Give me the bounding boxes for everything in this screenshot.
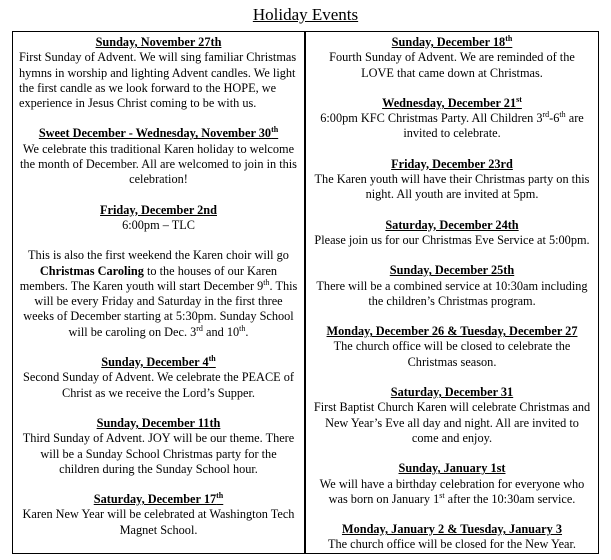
event-description: We celebrate this traditional Karen holiday to welcome the month of December. All are welcomed to join in this celebration!	[20, 141, 297, 187]
event-heading: Sunday, December 18th	[391, 33, 513, 49]
event-dec-31	[312, 385, 592, 446]
right-column	[305, 31, 599, 554]
event-description: Third Sunday of Advent. JOY will be our theme. There will be a Sunday School Christmas party for the children during the Sunday School hour.	[22, 431, 295, 476]
event-jan-1	[312, 461, 592, 507]
event-dec-21	[312, 96, 592, 142]
event-dec-2	[19, 203, 298, 234]
event-description: Please join us for our Christmas Eve Service at 5:00pm.	[314, 232, 590, 247]
event-heading: Wednesday, December 21st	[382, 94, 522, 110]
event-dec-26-27	[312, 324, 592, 370]
event-description: Fourth Sunday of Advent. We are reminded of the LOVE that came down at Christmas.	[329, 50, 575, 80]
event-heading: Sweet December - Wednesday, November 30th	[38, 125, 279, 141]
event-dec-17	[19, 492, 298, 538]
event-heading: Sunday, December 25th	[389, 263, 515, 278]
event-dec-4	[19, 355, 298, 401]
event-jan-2-3	[312, 522, 592, 553]
event-heading: Sunday, December 4th	[101, 353, 216, 370]
event-description: There will be a combined service at 10:30am including the children’s Christmas program.	[316, 278, 588, 308]
event-dec-24	[312, 218, 592, 249]
event-description: First Sunday of Advent. We will sing familiar Christmas hymns in worship and lighting Advent candles. We light the first candle as we look forward to the HOPE, we experience in Jesus Christ coming to be with us.	[19, 50, 297, 111]
event-description: First Baptist Church Karen will celebrate Christmas and New Year’s Eve all day and night. All are invited to come and enjoy.	[313, 400, 591, 445]
event-description: This is also the first weekend the Karen choir will go Christmas Caroling to the houses of our Karen members. The Karen youth will start December 9th. This will be every Friday and Saturday in the first three weeks of December starting at 5:30pm. Sunday School will be caroling on Dec. 3rd and 10th.	[19, 248, 298, 339]
event-nov-30	[19, 126, 298, 187]
event-description: 6:00pm – TLC	[122, 217, 195, 232]
event-heading: Sunday, December 11th	[96, 415, 221, 430]
event-description: Karen New Year will be celebrated at Washington Tech Magnet School.	[22, 507, 295, 537]
event-heading: Friday, December 2nd	[100, 202, 217, 217]
page-title: Holiday Events	[252, 5, 359, 24]
event-dec-25	[312, 263, 592, 309]
caroling-bold: Christmas Caroling	[39, 263, 144, 278]
event-description: We will have a birthday celebration for everyone who was born on January 1st after the 10:30am service.	[319, 476, 585, 506]
event-heading: Saturday, December 17th	[93, 491, 224, 507]
event-description: 6:00pm KFC Christmas Party. All Children 3rd-6th are invited to celebrate.	[320, 110, 584, 141]
event-dec-11	[19, 416, 298, 477]
event-description: The church office will be closed to celebrate the Christmas season.	[333, 339, 571, 369]
event-heading: Friday, December 23rd	[391, 156, 513, 171]
caroling-notice	[19, 248, 298, 340]
event-heading: Sunday, November 27th	[95, 35, 222, 49]
event-heading: Saturday, December 24th	[385, 217, 519, 232]
event-description: Second Sunday of Advent. We celebrate the PEACE of Christ as we receive the Lord’s Supper.	[23, 370, 294, 400]
event-dec-18	[312, 35, 592, 81]
left-column	[12, 31, 305, 554]
event-description: The Karen youth will have their Christmas party on this night. All youth are invited at 5pm.	[314, 172, 590, 202]
event-heading: Sunday, January 1st	[398, 461, 506, 476]
event-heading: Monday, January 2 & Tuesday, January 3	[341, 522, 563, 537]
event-heading: Monday, December 26 & Tuesday, December 27	[326, 324, 578, 339]
event-description: The church office will be closed for the New Year.	[327, 537, 577, 552]
event-heading: Saturday, December 31	[390, 385, 514, 400]
event-dec-23	[312, 157, 592, 203]
event-nov-27	[19, 35, 298, 111]
